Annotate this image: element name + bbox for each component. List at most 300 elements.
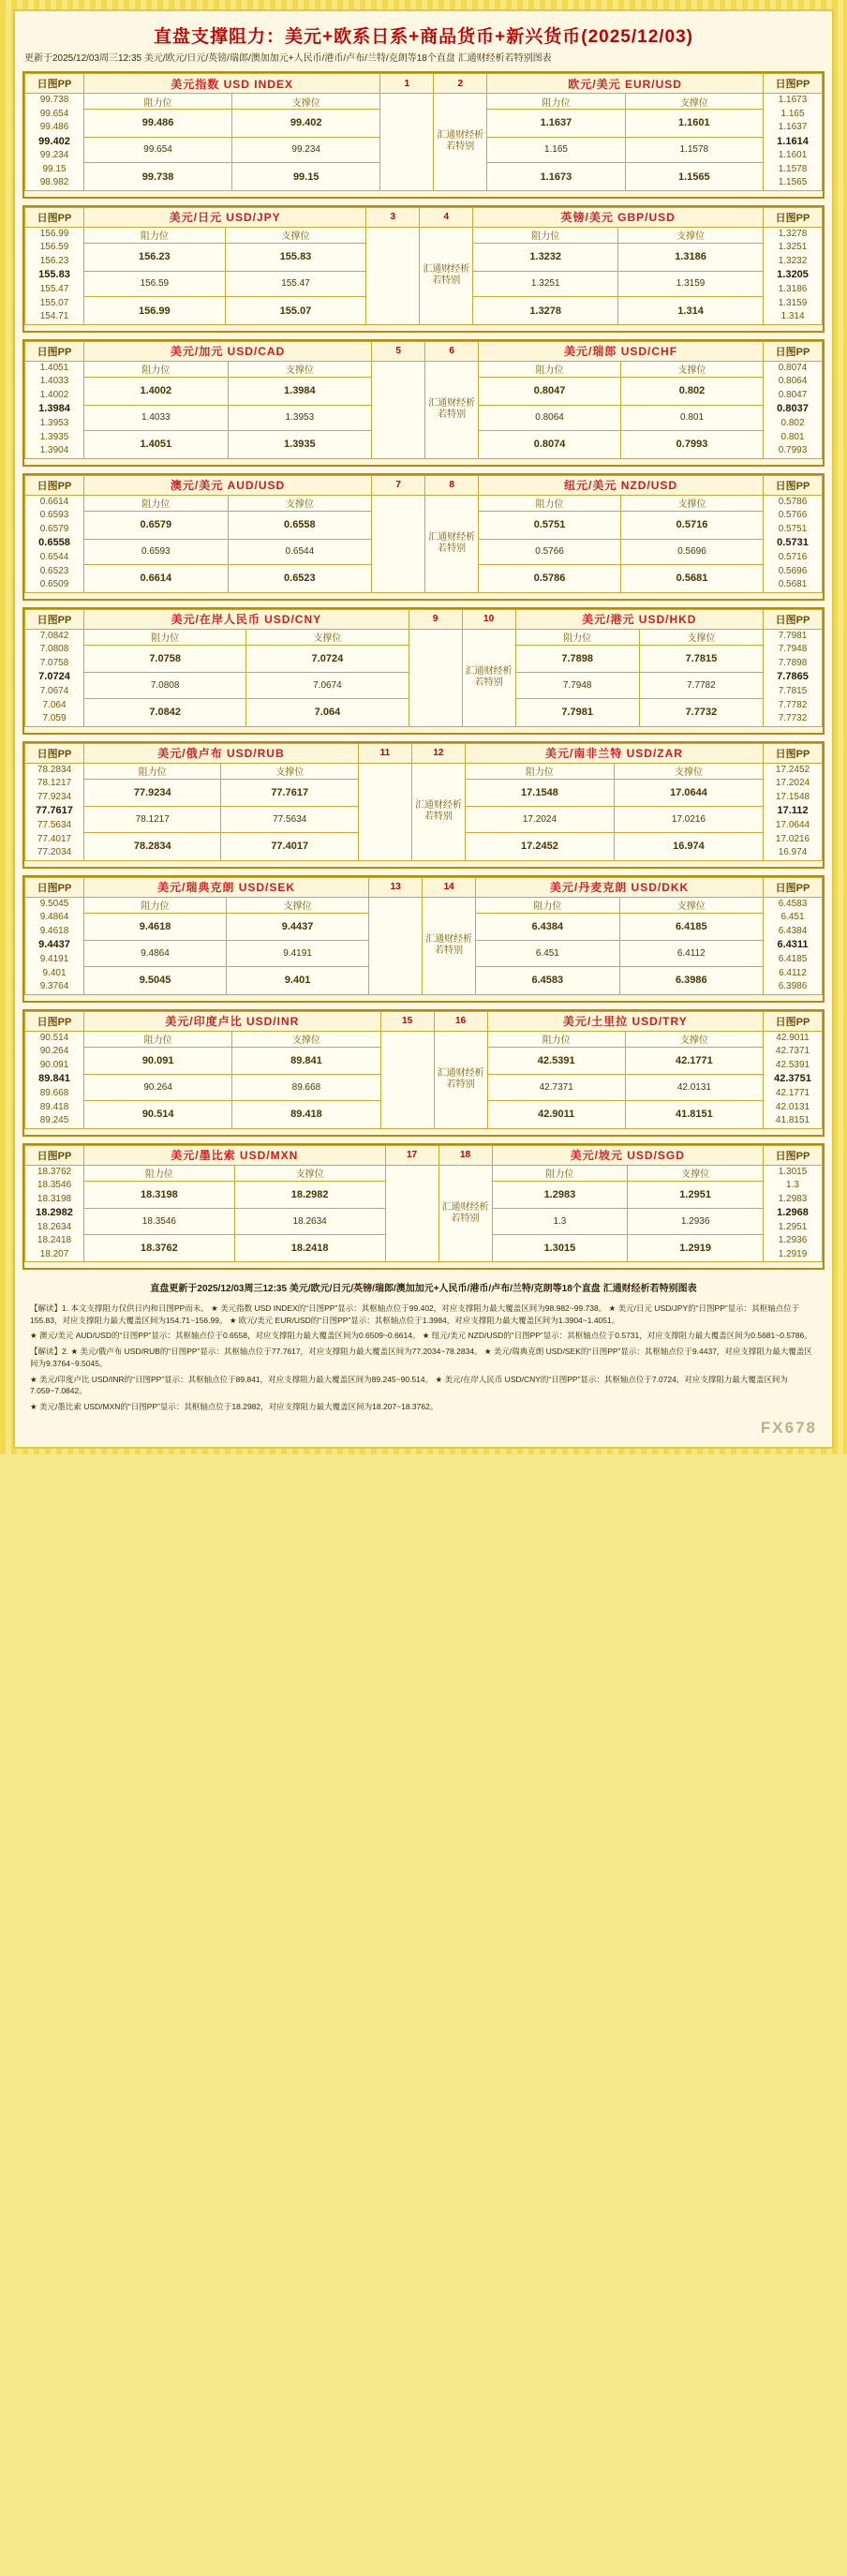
support-header-left: 支撑位 — [221, 763, 358, 779]
footer-notes — [26, 1301, 821, 1415]
page-subtitle: 更新于2025/12/03周三12:35 美元/欧元/日元/英镑/瑞郎/澳加加元+人民币/港币/卢布/兰特/克朗等18个直盘 汇通财经析若特别图表 — [24, 53, 552, 64]
level-value: 155.07 — [39, 297, 69, 308]
mid-watermark-right: 汇通财经析若特别 — [420, 227, 473, 324]
mid-watermark-left — [380, 94, 434, 191]
level-value: 7.0724 — [38, 671, 70, 683]
resist-value-right: 7.7898 — [515, 645, 639, 673]
pp-label-left: 日图PP — [25, 475, 84, 495]
mid-watermark-left — [366, 227, 420, 324]
block-number-right: 16 — [434, 1011, 487, 1031]
pair-block — [22, 71, 825, 199]
level-value: 7.7865 — [777, 671, 809, 683]
level-value: 1.3205 — [777, 269, 809, 281]
resist-value-right: 1.3015 — [492, 1234, 628, 1262]
resist-value-right: 1.2983 — [492, 1181, 628, 1209]
support-value-left: 155.47 — [225, 271, 366, 296]
support-value-left: 7.0724 — [246, 645, 409, 673]
side-levels-right — [764, 1031, 823, 1128]
block-number-left: 7 — [372, 475, 425, 495]
support-value-right: 6.3986 — [619, 966, 763, 994]
resist-value-right: 1.1673 — [487, 163, 625, 191]
pair-title-right: 纽元/美元 NZD/USD — [479, 475, 764, 495]
support-value-left: 77.7617 — [221, 779, 358, 807]
level-value: 0.5731 — [777, 537, 809, 549]
resist-value-left: 0.6593 — [84, 539, 229, 564]
footer — [22, 1276, 825, 1417]
resist-value-left: 18.3198 — [84, 1181, 235, 1209]
support-value-right: 0.5681 — [621, 565, 764, 593]
block-number-right: 12 — [411, 743, 465, 763]
level-value: 0.6523 — [39, 565, 69, 576]
support-value-right: 42.0131 — [625, 1075, 763, 1100]
pair-title-right: 欧元/美元 EUR/USD — [487, 74, 764, 94]
support-header-right: 支撑位 — [625, 1031, 763, 1047]
level-value: 77.9234 — [37, 791, 72, 802]
level-value: 7.7948 — [778, 644, 808, 655]
level-value: 155.83 — [38, 269, 70, 281]
level-value: 89.418 — [39, 1101, 69, 1112]
level-value: 17.0644 — [775, 820, 810, 831]
level-value: 0.5766 — [778, 510, 808, 521]
block-number-right: 18 — [438, 1145, 492, 1165]
side-levels-right — [764, 1165, 823, 1262]
level-value: 42.3751 — [774, 1073, 811, 1085]
level-value: 9.3764 — [39, 981, 69, 992]
level-value: 1.3186 — [778, 284, 808, 295]
support-value-left: 9.4191 — [227, 941, 369, 966]
pp-label-left: 日图PP — [25, 341, 84, 361]
level-value: 0.6509 — [39, 579, 69, 590]
resist-header-left: 阻力位 — [84, 897, 227, 913]
support-value-right: 16.974 — [614, 832, 763, 860]
level-value: 17.2024 — [775, 778, 810, 789]
side-levels-left — [25, 361, 84, 458]
support-value-right: 0.802 — [621, 377, 764, 405]
resist-value-right: 42.9011 — [487, 1100, 625, 1128]
support-header-right: 支撑位 — [625, 94, 763, 110]
resist-value-right: 0.8047 — [479, 377, 621, 405]
pp-label-right: 日图PP — [764, 341, 823, 361]
resist-value-right: 0.8064 — [479, 405, 621, 430]
level-value: 156.59 — [39, 242, 69, 253]
pair-title-right: 美元/瑞郎 USD/CHF — [479, 341, 764, 361]
resist-value-right: 0.5751 — [479, 511, 621, 539]
level-value: 78.2834 — [37, 764, 72, 775]
level-value: 17.0216 — [775, 833, 810, 844]
level-value: 42.9011 — [776, 1032, 810, 1043]
support-value-right: 42.1771 — [625, 1047, 763, 1075]
support-header-right: 支撑位 — [618, 227, 764, 243]
pp-label-left: 日图PP — [25, 1011, 84, 1031]
resist-value-left: 99.486 — [84, 110, 232, 138]
level-value: 156.23 — [39, 255, 69, 266]
support-value-left: 0.6544 — [228, 539, 372, 564]
resist-value-right: 42.5391 — [487, 1047, 625, 1075]
resist-header-left: 阻力位 — [84, 1031, 232, 1047]
level-value: 1.1673 — [778, 95, 808, 105]
level-value: 17.1548 — [775, 791, 810, 802]
level-value: 1.1637 — [778, 122, 808, 132]
pair-block — [22, 875, 825, 1003]
pair-title-left: 美元/加元 USD/CAD — [84, 341, 372, 361]
resist-value-right: 1.165 — [487, 137, 625, 162]
resist-header-right: 阻力位 — [473, 227, 618, 243]
level-value: 77.4017 — [37, 833, 72, 844]
level-value: 18.3762 — [37, 1166, 72, 1177]
level-value: 7.064 — [42, 699, 67, 710]
level-value: 42.0131 — [775, 1101, 810, 1112]
level-value: 18.2982 — [36, 1207, 73, 1218]
support-value-right: 1.314 — [618, 297, 764, 325]
pair-block — [22, 1009, 825, 1137]
level-value: 1.1614 — [777, 135, 809, 147]
level-value: 90.264 — [39, 1046, 69, 1057]
level-value: 1.3232 — [778, 255, 808, 266]
pp-label-left: 日图PP — [25, 1145, 84, 1165]
footer-note: 【解读】1. 本文支撑阻力仅供日内和日图PP而未。 ★ 美元指数 USD INDEX的“日图PP”显示：其枢轴点位于99.402，对应支撑阻力最大覆盖区间为98.982~99.738。 ★ 美元/日元 USD/JPY的“日图PP”显示：其枢轴点位于155.83，对应支撑阻力最大覆盖区间为154.71~156.99。 ★ 欧元/美元 EUR/USD的“日图PP”显示：其枢轴点位于1.3984，对应支撑阻力最大覆盖区间为1.3904~1.4051。 — [30, 1303, 800, 1325]
mid-watermark-left — [358, 763, 411, 860]
pp-label-right: 日图PP — [764, 207, 823, 227]
support-value-left: 18.2634 — [234, 1209, 385, 1234]
level-value: 89.245 — [39, 1115, 69, 1125]
level-value: 0.5681 — [778, 579, 808, 590]
resist-value-right: 7.7981 — [515, 698, 639, 726]
support-value-left: 77.4017 — [221, 832, 358, 860]
pair-block — [22, 205, 825, 333]
support-value-left: 99.402 — [232, 110, 380, 138]
support-value-left: 99.234 — [232, 137, 380, 162]
support-value-left: 1.3984 — [228, 377, 372, 405]
level-value: 0.801 — [780, 431, 805, 442]
support-header-left: 支撑位 — [246, 629, 409, 645]
level-value: 1.1578 — [778, 163, 808, 174]
pair-block — [22, 741, 825, 869]
support-value-right: 1.2951 — [628, 1181, 764, 1209]
side-levels-left — [25, 227, 84, 324]
support-header-right: 支撑位 — [614, 763, 763, 779]
pair-title-left: 美元/瑞典克朗 USD/SEK — [84, 877, 369, 897]
resist-value-right: 1.3 — [492, 1209, 628, 1234]
support-value-right: 1.1565 — [625, 163, 763, 191]
level-value: 7.7732 — [778, 713, 808, 724]
support-value-right: 6.4112 — [619, 941, 763, 966]
level-value: 0.8074 — [778, 362, 808, 373]
resist-value-left: 18.3546 — [84, 1209, 235, 1234]
level-value: 18.2418 — [37, 1235, 72, 1246]
footer-note: ★ 美元/墨比索 USD/MXN的“日图PP”显示：其枢轴点位于18.2982，对应支撑阻力最大覆盖区间为18.207~18.3762。 — [30, 1402, 438, 1412]
side-levels-right — [764, 897, 823, 994]
resist-value-left: 18.3762 — [84, 1234, 235, 1262]
side-levels-right — [764, 361, 823, 458]
support-header-right: 支撑位 — [619, 897, 763, 913]
resist-value-left: 90.091 — [84, 1047, 232, 1075]
side-levels-right — [764, 94, 823, 191]
level-value: 6.4583 — [778, 898, 808, 909]
support-value-right: 7.7782 — [639, 673, 763, 698]
block-number-left: 11 — [358, 743, 411, 763]
level-value: 1.4033 — [39, 376, 69, 387]
level-value: 154.71 — [39, 311, 69, 322]
level-value: 7.0758 — [39, 657, 69, 668]
support-value-left: 18.2982 — [234, 1181, 385, 1209]
mid-watermark-left — [385, 1165, 438, 1262]
pp-label-right: 日图PP — [764, 475, 823, 495]
level-value: 18.2634 — [37, 1221, 72, 1232]
level-value: 98.982 — [39, 177, 69, 188]
resist-value-right: 1.3232 — [473, 243, 618, 271]
pp-label-left: 日图PP — [25, 74, 84, 94]
resist-value-right: 42.7371 — [487, 1075, 625, 1100]
resist-value-right: 0.5786 — [479, 565, 621, 593]
support-value-right: 0.5696 — [621, 539, 764, 564]
level-value: 90.514 — [39, 1032, 69, 1043]
resist-value-left: 7.0758 — [84, 645, 246, 673]
resist-value-left: 156.59 — [84, 271, 226, 296]
level-value: 1.3984 — [38, 403, 70, 415]
support-value-left: 89.841 — [232, 1047, 380, 1075]
block-number-right: 6 — [425, 341, 479, 361]
resist-value-left: 77.9234 — [84, 779, 221, 807]
level-value: 156.99 — [39, 228, 69, 239]
level-value: 7.7981 — [778, 630, 808, 641]
resist-header-right: 阻力位 — [515, 629, 639, 645]
resist-value-right: 17.2452 — [465, 832, 614, 860]
resist-value-left: 99.738 — [84, 163, 232, 191]
mid-watermark-right: 汇通财经析若特别 — [438, 1165, 492, 1262]
resist-value-right: 6.451 — [476, 941, 619, 966]
resist-header-left: 阻力位 — [84, 361, 229, 377]
pair-title-left: 美元/墨比索 USD/MXN — [84, 1145, 386, 1165]
footer-note: ★ 美元/印度卢比 USD/INR的“日图PP”显示：其枢轴点位于89.841，对应支撑阻力最大覆盖区间为89.245~90.514。 ★ 美元/在岸人民币 USD/CNY的“日图PP”显示：其枢轴点位于7.0724，对应支撑阻力最大覆盖区间为7.059~7.0842。 — [30, 1374, 788, 1396]
support-value-right: 17.0644 — [614, 779, 763, 807]
level-value: 0.7993 — [778, 445, 808, 456]
resist-value-left: 1.4002 — [84, 377, 229, 405]
resist-header-right: 阻力位 — [479, 495, 621, 511]
pp-label-right: 日图PP — [764, 1145, 823, 1165]
level-value: 42.7371 — [775, 1046, 810, 1057]
resist-value-left: 90.264 — [84, 1075, 232, 1100]
resist-value-left: 1.4033 — [84, 405, 229, 430]
resist-header-right: 阻力位 — [479, 361, 621, 377]
block-number-right: 10 — [462, 609, 515, 629]
level-value: 16.974 — [778, 847, 808, 858]
mid-watermark-right: 汇通财经析若特别 — [425, 361, 479, 458]
level-value: 99.738 — [39, 95, 69, 105]
resist-header-left: 阻力位 — [84, 227, 226, 243]
level-value: 77.5634 — [37, 820, 72, 831]
pp-label-right: 日图PP — [764, 877, 823, 897]
support-value-left: 1.3953 — [228, 405, 372, 430]
level-value: 0.8064 — [778, 376, 808, 387]
mid-watermark-right: 汇通财经析若特别 — [411, 763, 465, 860]
pp-label-right: 日图PP — [764, 609, 823, 629]
resist-value-left: 1.4051 — [84, 431, 229, 459]
resist-value-left: 78.1217 — [84, 807, 221, 832]
level-value: 6.4112 — [779, 967, 807, 978]
pair-title-left: 澳元/美元 AUD/USD — [84, 475, 372, 495]
side-levels-right — [764, 763, 823, 860]
resist-header-left: 阻力位 — [84, 94, 232, 110]
side-levels-right — [764, 495, 823, 592]
level-value: 9.4618 — [39, 925, 69, 936]
support-value-right: 17.0216 — [614, 807, 763, 832]
resist-value-right: 0.5766 — [479, 539, 621, 564]
resist-header-right: 阻力位 — [465, 763, 614, 779]
support-header-left: 支撑位 — [228, 495, 372, 511]
level-value: 99.402 — [38, 135, 70, 147]
level-value: 89.841 — [38, 1073, 70, 1085]
support-value-right: 1.2936 — [628, 1209, 764, 1234]
resist-value-left: 9.4618 — [84, 913, 227, 941]
resist-value-right: 17.2024 — [465, 807, 614, 832]
level-value: 99.486 — [39, 122, 69, 132]
resist-value-left: 7.0842 — [84, 698, 246, 726]
support-header-left: 支撑位 — [227, 897, 369, 913]
level-value: 17.2452 — [775, 764, 810, 775]
resist-value-left: 0.6614 — [84, 565, 229, 593]
support-value-right: 1.1601 — [625, 110, 763, 138]
mid-watermark-left — [369, 897, 423, 994]
mid-watermark-right: 汇通财经析若特别 — [462, 629, 515, 726]
support-value-right: 0.5716 — [621, 511, 764, 539]
level-value: 1.2983 — [778, 1193, 808, 1204]
level-value: 7.059 — [42, 713, 67, 724]
block-number-left: 17 — [385, 1145, 438, 1165]
level-value: 78.1217 — [37, 778, 72, 789]
resist-value-left: 156.23 — [84, 243, 226, 271]
level-value: 0.6579 — [39, 523, 69, 534]
support-value-left: 89.418 — [232, 1100, 380, 1128]
mid-watermark-left — [372, 495, 425, 592]
resist-value-left: 7.0808 — [84, 673, 246, 698]
support-value-left: 0.6558 — [228, 511, 372, 539]
level-value: 1.3953 — [39, 418, 69, 429]
level-value: 1.3 — [786, 1180, 799, 1190]
pp-label-left: 日图PP — [25, 877, 84, 897]
level-value: 1.3015 — [778, 1166, 808, 1177]
level-value: 99.15 — [42, 163, 67, 174]
level-value: 1.2951 — [778, 1221, 808, 1232]
mid-watermark-left — [380, 1031, 434, 1128]
side-levels-left — [25, 1031, 84, 1128]
side-levels-right — [764, 629, 823, 726]
level-value: 1.1565 — [778, 177, 808, 188]
level-value: 1.3935 — [39, 431, 69, 442]
side-levels-left — [25, 94, 84, 191]
level-value: 1.2919 — [778, 1248, 808, 1259]
resist-value-right: 7.7948 — [515, 673, 639, 698]
level-value: 0.5716 — [778, 552, 808, 563]
level-value: 42.5391 — [775, 1059, 810, 1070]
pair-title-left: 美元/俄卢布 USD/RUB — [84, 743, 359, 763]
support-value-left: 155.83 — [225, 243, 366, 271]
support-header-left: 支撑位 — [234, 1165, 385, 1181]
level-value: 18.3198 — [37, 1193, 72, 1204]
level-value: 90.091 — [39, 1059, 69, 1070]
pair-title-right: 美元/丹麦克朗 USD/DKK — [476, 877, 764, 897]
level-value: 1.2936 — [778, 1235, 808, 1246]
level-value: 0.6593 — [39, 510, 69, 521]
mid-watermark-right: 汇通财经析若特别 — [434, 94, 487, 191]
level-value: 77.2034 — [37, 847, 72, 858]
level-value: 6.4185 — [778, 954, 808, 965]
footer-line: 直盘更新于2025/12/03周三12:35 美元/欧元/日元/英镑/瑞郎/澳加加元+人民币/港币/卢布/兰特/克朗等18个直盘 汇通财经析若特别图表 — [150, 1284, 697, 1295]
support-header-right: 支撑位 — [621, 495, 764, 511]
resist-value-right: 1.3251 — [473, 271, 618, 296]
pair-title-right: 美元/坡元 USD/SGD — [492, 1145, 763, 1165]
support-value-right: 7.7732 — [639, 698, 763, 726]
pair-title-left: 美元/在岸人民币 USD/CNY — [84, 609, 409, 629]
support-value-left: 9.401 — [227, 966, 369, 994]
mid-watermark-left — [409, 629, 462, 726]
resist-value-right: 0.8074 — [479, 431, 621, 459]
block-number-right: 2 — [434, 74, 487, 94]
support-value-right: 7.7815 — [639, 645, 763, 673]
block-number-left: 3 — [366, 207, 420, 227]
support-value-left: 9.4437 — [227, 913, 369, 941]
level-value: 17.112 — [777, 805, 809, 817]
support-value-left: 1.3935 — [228, 431, 372, 459]
resist-value-left: 78.2834 — [84, 832, 221, 860]
support-value-left: 89.668 — [232, 1075, 380, 1100]
footer-note: 【解读】2. ★ 美元/俄卢布 USD/RUB的“日图PP”显示：其枢轴点位于77.7617，对应支撑阻力最大覆盖区间为77.2034~78.2834。 ★ 美元/瑞典克朗 USD/SEK的“日图PP”显示：其枢轴点位于9.4437，对应支撑阻力最大覆盖区间为9.3764~9.5045。 — [30, 1347, 812, 1368]
level-value: 6.4311 — [777, 939, 809, 951]
resist-header-right: 阻力位 — [487, 94, 625, 110]
pair-title-left: 美元/印度卢比 USD/INR — [84, 1011, 381, 1031]
block-number-left: 5 — [372, 341, 425, 361]
level-value: 1.2968 — [777, 1207, 809, 1218]
level-value: 0.6614 — [39, 496, 69, 507]
block-number-left: 13 — [369, 877, 423, 897]
side-levels-right — [764, 227, 823, 324]
blocks-container — [22, 71, 825, 1270]
support-header-left: 支撑位 — [225, 227, 366, 243]
level-value: 77.7617 — [36, 805, 73, 817]
resist-header-right: 阻力位 — [476, 897, 619, 913]
resist-header-left: 阻力位 — [84, 763, 221, 779]
support-value-right: 1.1578 — [625, 137, 763, 162]
pp-label-right: 日图PP — [764, 1011, 823, 1031]
level-value: 1.3251 — [778, 242, 808, 253]
level-value: 89.668 — [39, 1088, 69, 1098]
level-value: 0.802 — [780, 418, 805, 429]
pair-block — [22, 339, 825, 467]
level-value: 9.4437 — [38, 939, 70, 951]
level-value: 9.401 — [42, 967, 67, 978]
pair-block — [22, 607, 825, 735]
mid-watermark-right: 汇通财经析若特别 — [425, 495, 479, 592]
level-value: 155.47 — [39, 284, 69, 295]
pair-title-right: 美元/南非兰特 USD/ZAR — [465, 743, 763, 763]
level-value: 7.0842 — [39, 630, 69, 641]
level-value: 42.1771 — [775, 1088, 810, 1098]
level-value: 18.207 — [39, 1248, 69, 1259]
support-header-right: 支撑位 — [628, 1165, 764, 1181]
support-header-left: 支撑位 — [232, 94, 380, 110]
support-value-left: 99.15 — [232, 163, 380, 191]
side-levels-left — [25, 495, 84, 592]
pair-title-left: 美元/日元 USD/JPY — [84, 207, 366, 227]
pair-block — [22, 473, 825, 601]
pp-label-right: 日图PP — [764, 743, 823, 763]
block-number-right: 8 — [425, 475, 479, 495]
support-header-left: 支撑位 — [232, 1031, 380, 1047]
resist-value-right: 6.4384 — [476, 913, 619, 941]
block-number-left: 9 — [409, 609, 462, 629]
pp-label-left: 日图PP — [25, 609, 84, 629]
pp-label-right: 日图PP — [764, 74, 823, 94]
support-value-right: 1.3159 — [618, 271, 764, 296]
